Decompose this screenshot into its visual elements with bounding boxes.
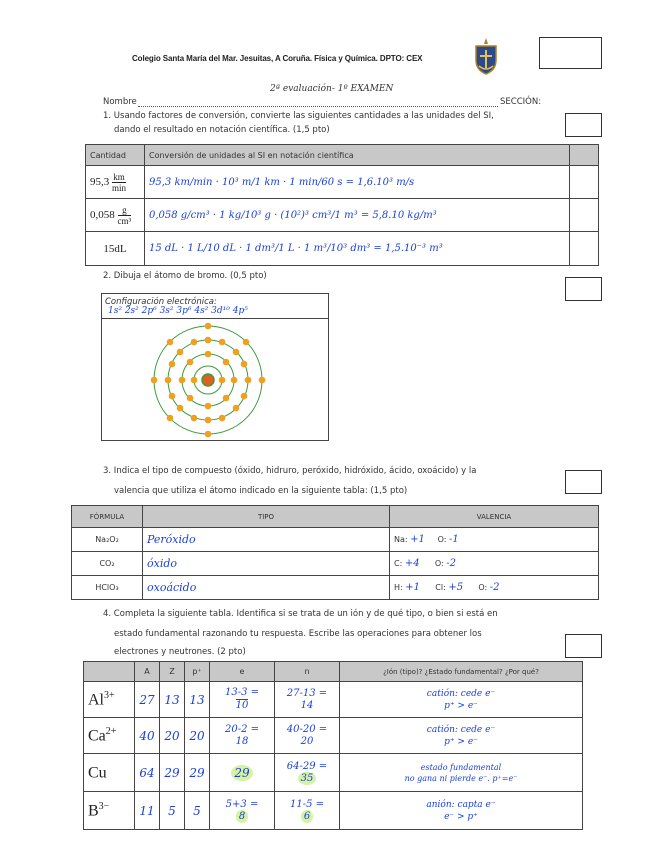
- table-row: $B^{3-}$ 11 5 5 5+3 = 8 11-5 = 6 anión: capta e⁻ e⁻ > p⁺: [84, 792, 583, 830]
- q4-text-line1: 4. Completa la siguiente tabla. Identifica si se trata de un ión y de qué tipo, o bien si está en: [103, 609, 498, 619]
- col-type: TIPO: [143, 506, 390, 528]
- valence-cell[interactable]: H: +1 Cl: +5 O: -2: [390, 576, 599, 600]
- table-row: [86, 166, 599, 199]
- q2-text: 2. Dibuja el átomo de bromo. (0,5 pto): [103, 271, 267, 281]
- col-A: A: [135, 662, 160, 682]
- electrons-cell[interactable]: 29: [210, 754, 275, 792]
- q4-text-line3: electrones y neutrones. (2 pto): [114, 647, 246, 657]
- exam-title: 2ª evaluación- 1º EXAMEN: [270, 84, 394, 94]
- table-row: [86, 199, 599, 232]
- col-conversion: Conversión de unidades al SI en notación científica: [145, 145, 570, 166]
- neutrons-cell[interactable]: 40-20 = 20: [275, 718, 340, 754]
- col-n: n: [275, 662, 340, 682]
- electrons-cell[interactable]: 13-3 = 10: [210, 682, 275, 718]
- quantity-cell: 95,3 km min: [86, 166, 145, 199]
- reason-cell[interactable]: estado fundamental no gana ni pierde e⁻. p⁺=e⁻: [340, 754, 583, 792]
- col-valence: VALENCIA: [390, 506, 599, 528]
- electrons-cell[interactable]: 20-2 = 18: [210, 718, 275, 754]
- col-formula: FÓRMULA: [72, 506, 143, 528]
- table-row: [72, 576, 599, 600]
- total-score-box[interactable]: [539, 37, 602, 69]
- q4-score-box[interactable]: [565, 634, 602, 658]
- neutrons-cell[interactable]: 27-13 = 14: [275, 682, 340, 718]
- bromine-atom-drawing: [102, 318, 328, 440]
- table-row: [72, 552, 599, 576]
- q4-text-line2: estado fundamental razonando tu respuesta. Escribe las operaciones para obtener los: [114, 629, 482, 639]
- config-answer[interactable]: 1s² 2s² 2p⁶ 3s² 3p⁶ 4s² 3d¹⁰ 4p⁵: [108, 306, 248, 316]
- school-header: Colegio Santa María del Mar. Jesuitas, A Coruña. Física y Química. DPTO: CEX: [132, 54, 423, 63]
- q4-table: [83, 661, 583, 830]
- type-answer[interactable]: óxido: [143, 552, 390, 576]
- config-label: Configuración electrónica:: [105, 297, 217, 307]
- col-Z: Z: [160, 662, 185, 682]
- valence-cell[interactable]: C: +4 O: -2: [390, 552, 599, 576]
- q3-table: [71, 505, 599, 600]
- formula-cell: CO₂: [72, 552, 143, 576]
- answer-cell[interactable]: 95,3 km/min · 10³ m/1 km · 1 min/60 s = 1,6.10³ m/s: [145, 166, 570, 199]
- name-line[interactable]: [138, 106, 498, 107]
- reason-cell[interactable]: catión: cede e⁻ p⁺ > e⁻: [340, 718, 583, 754]
- school-crest-icon: [470, 36, 502, 76]
- col-why: ¿Ión (tipo)? ¿Estado fundamental? ¿Por qué?: [340, 662, 583, 682]
- q1-text-line1: 1. Usando factores de conversión, convierte las siguientes cantidades a las unidades del SI,: [103, 111, 494, 121]
- table-row: Cu 64 29 29 29 64-29 = 35 estado fundamental no gana ni pierde e⁻. p⁺=e⁻: [84, 754, 583, 792]
- col-e: e: [210, 662, 275, 682]
- answer-cell[interactable]: 0,058 g/cm³ · 1 kg/10³ g · (10²)³ cm³/1 m³ = 5,8.10 kg/m³: [145, 199, 570, 232]
- species-cell: Cu: [84, 754, 135, 792]
- col-quantity: Cantidad: [86, 145, 145, 166]
- q1-table: [85, 144, 599, 266]
- neutrons-cell[interactable]: 11-5 = 6: [275, 792, 340, 830]
- table-row: [86, 232, 599, 266]
- q3-text-line1: 3. Indica el tipo de compuesto (óxido, hidruro, peróxido, hidróxido, ácido, oxoácido) y la: [103, 466, 477, 476]
- reason-cell[interactable]: catión: cede e⁻ p⁺ > e⁻: [340, 682, 583, 718]
- neutrons-cell[interactable]: 64-29 = 35: [275, 754, 340, 792]
- q1-score-box[interactable]: [565, 113, 602, 137]
- valence-cell[interactable]: Na: +1 O: -1: [390, 528, 599, 552]
- quantity-cell: 15dL: [86, 232, 145, 266]
- table-row: $Al^{3+}$ 27 13 13 13-3 = 10 27-13 = 14 catión: cede e⁻ p⁺ > e⁻: [84, 682, 583, 718]
- electrons-cell[interactable]: 5+3 = 8: [210, 792, 275, 830]
- type-answer[interactable]: oxoácido: [143, 576, 390, 600]
- atom-box: [101, 293, 329, 441]
- reason-cell[interactable]: anión: capta e⁻ e⁻ > p⁺: [340, 792, 583, 830]
- species-cell: $Al^{3+}$: [84, 682, 135, 718]
- species-cell: $B^{3-}$: [84, 792, 135, 830]
- type-answer[interactable]: Peróxido: [143, 528, 390, 552]
- q3-text-line2: valencia que utiliza el átomo indicado en la siguiente tabla: (1,5 pto): [114, 486, 408, 496]
- formula-cell: Na₂O₂: [72, 528, 143, 552]
- table-row: [72, 528, 599, 552]
- q1-text-line2: dando el resultado en notación científica. (1,5 pto): [114, 125, 330, 135]
- q3-score-box[interactable]: [565, 470, 602, 494]
- formula-cell: HClO₃: [72, 576, 143, 600]
- q2-score-box[interactable]: [565, 277, 602, 301]
- section-label: SECCIÓN:: [500, 97, 542, 107]
- quantity-cell: 0,058 $\frac{g}{\text{cm³}}$: [86, 199, 145, 232]
- species-cell: $Ca^{2+}$: [84, 718, 135, 754]
- answer-cell[interactable]: 15 dL · 1 L/10 dL · 1 dm³/1 L · 1 m³/10³ dm³ = 1,5.10⁻³ m³: [145, 232, 570, 266]
- name-label: Nombre: [103, 97, 137, 107]
- col-p: p⁺: [185, 662, 210, 682]
- table-row: $Ca^{2+}$ 40 20 20 20-2 = 18 40-20 = 20 catión: cede e⁻ p⁺ > e⁻: [84, 718, 583, 754]
